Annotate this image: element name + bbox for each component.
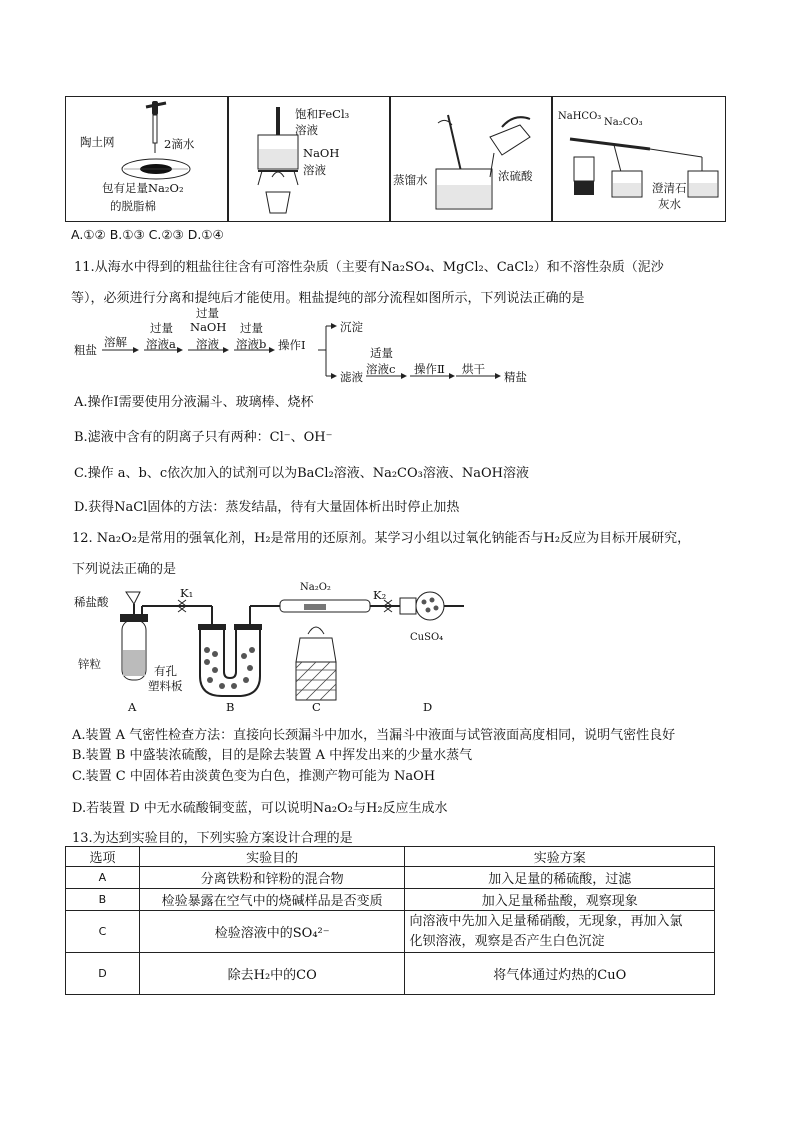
q11-option-d: D.获得NaCl固体的方法：蒸发结晶，待有大量固体析出时停止加热 [74, 500, 460, 515]
q13-row-c-goal: 检验溶液中的SO₄²⁻ [139, 911, 405, 953]
q12-label-zinc: 锌粒 [78, 657, 101, 671]
q12-label-b: B [226, 700, 235, 714]
q13-row-b-plan: 加入足量稀盐酸，观察现象 [405, 889, 715, 911]
q12-label-cuso4: CuSO₄ [410, 632, 444, 643]
q13-row-c-plan-line-1: 向溶液中先加入足量稀硝酸，无现象，再加入氯 [409, 913, 683, 929]
q12-option-b: B.装置 B 中盛装浓硫酸，目的是除去装置 A 中挥发出来的少量水蒸气 [72, 748, 473, 763]
q11-stem-line-2: 等），必须进行分离和提纯后才能使用。粗盐提纯的部分流程如图所示，下列说法正确的是 [71, 291, 585, 306]
q12-stem-line-1: 12. Na₂O₂是常用的强氧化剂，H₂是常用的还原剂。某学习小组以过氧化钠能否与H₂反应为目标开展研究， [72, 531, 691, 546]
q12-label-plate-1: 有孔 [154, 664, 177, 678]
q13-row-c-plan-line-2: 化钡溶液，观察是否产生白色沉淀 [409, 933, 605, 949]
q13-row-c-option: C [66, 911, 140, 953]
q10-options: A.①② B.①③ C.②③ D.①④ [71, 227, 224, 242]
flow-dissolve: 溶解 [104, 335, 127, 349]
q10-label-lime-1: 澄清石 [652, 181, 687, 195]
table-row [66, 889, 715, 911]
q13-row-d-plan: 将气体通过灼热的CuO [405, 953, 715, 995]
q13-row-a-option: A [66, 867, 140, 889]
flow-step-a-2: 溶液a [146, 337, 176, 351]
q13-row-a-plan: 加入足量的稀硫酸，过滤 [405, 867, 715, 889]
q12-label-plate-2: 塑料板 [148, 679, 183, 693]
q10-label-naoh-2: 溶液 [303, 163, 326, 177]
q12-label-na2o2: Na₂O₂ [300, 582, 331, 593]
q13-header-goal: 实验目的 [139, 847, 405, 867]
q13-header-plan: 实验方案 [405, 847, 715, 867]
table-row [66, 867, 715, 889]
flow-op1: 操作Ⅰ [278, 338, 306, 352]
flow-refined: 精盐 [504, 370, 527, 384]
q10-label-fecl3-1: 饱和FeCl₃ [295, 107, 350, 121]
q11-stem-line-1: 11.从海水中得到的粗盐往往含有可溶性杂质（主要有Na₂SO₄、MgCl₂、CaCl₂）和不溶性杂质（泥沙 [74, 260, 664, 275]
flow-step-b-1: 过量 [240, 321, 263, 335]
flow-step-b-2: 溶液b [236, 337, 267, 351]
q11-option-c: C.操作 a、b、c依次加入的试剂可以为BaCl₂溶液、Na₂CO₃溶液、NaOH溶液 [74, 466, 529, 481]
q12-label-k2: K₂ [373, 588, 387, 602]
q10-label-na2co3: Na₂CO₃ [604, 117, 643, 128]
q13-table [65, 846, 715, 995]
q10-label-naoh-1: NaOH [303, 146, 340, 160]
q13-row-b-option: B [66, 889, 140, 911]
q10-label-water-c: 蒸馏水 [393, 173, 428, 187]
q13-header-row [66, 847, 715, 867]
q11-option-b: B.滤液中含有的阴离子只有两种：Cl⁻、OH⁻ [74, 430, 333, 445]
q10-label-lime-2: 灰水 [658, 197, 681, 211]
flow-step-naoh-2: NaOH [190, 320, 227, 334]
flow-step-a-1: 过量 [150, 321, 173, 335]
q10-panel-3-drawing [390, 97, 550, 219]
q13-row-d-option: D [66, 953, 140, 995]
q12-option-a: A.装置 A 气密性检查方法：直接向长颈漏斗中加水，当漏斗中液面与试管液面高度相同，说明气密性良好 [72, 728, 676, 743]
q12-label-c: C [312, 700, 321, 714]
q12-option-c: C.装置 C 中固体若由淡黄色变为白色，推测产物可能为 NaOH [72, 769, 436, 784]
q13-stem: 13.为达到实验目的，下列实验方案设计合理的是 [72, 831, 353, 846]
flow-filtrate: 滤液 [340, 370, 363, 384]
table-row [66, 953, 715, 995]
q10-label-fecl3-2: 溶液 [295, 123, 318, 137]
q12-label-k1: K₁ [180, 586, 194, 600]
flow-step-naoh-1: 过量 [196, 306, 219, 320]
q10-label-cotton-1: 包有足量Na₂O₂ [102, 181, 184, 195]
q10-label-nahco3: NaHCO₃ [558, 111, 602, 122]
flow-step-naoh-3: 溶液 [196, 337, 219, 351]
table-row [66, 911, 715, 953]
q13-row-d-goal: 除去H₂中的CO [139, 953, 405, 995]
q10-label-cotton-2: 的脱脂棉 [110, 199, 156, 213]
q10-label-net: 陶土网 [80, 135, 115, 149]
flow-step-c-2: 溶液c [366, 362, 396, 376]
flow-crude: 粗盐 [74, 343, 97, 357]
flow-precipitate: 沉淀 [340, 320, 363, 334]
q13-header-option: 选项 [66, 847, 140, 867]
q12-stem-line-2: 下列说法正确的是 [72, 562, 177, 577]
q12-option-d: D.若装置 D 中无水硫酸铜变蓝，可以说明Na₂O₂与H₂反应生成水 [72, 801, 448, 816]
q13-row-b-goal: 检验暴露在空气中的烧碱样品是否变质 [139, 889, 405, 911]
flow-op2: 操作Ⅱ [414, 362, 445, 376]
q11-option-a: A.操作Ⅰ需要使用分液漏斗、玻璃棒、烧杯 [74, 395, 314, 410]
q10-label-water: 2滴水 [164, 137, 195, 151]
q13-row-a-goal: 分离铁粉和锌粉的混合物 [139, 867, 405, 889]
q13-row-c-plan [405, 911, 715, 953]
flow-dry: 烘干 [462, 362, 485, 376]
q10-label-acid: 浓硫酸 [498, 169, 533, 183]
flow-step-c-1: 适量 [370, 346, 393, 360]
q12-label-hcl: 稀盐酸 [74, 595, 109, 609]
q12-label-a: A [128, 700, 137, 714]
q12-label-d: D [423, 700, 433, 714]
